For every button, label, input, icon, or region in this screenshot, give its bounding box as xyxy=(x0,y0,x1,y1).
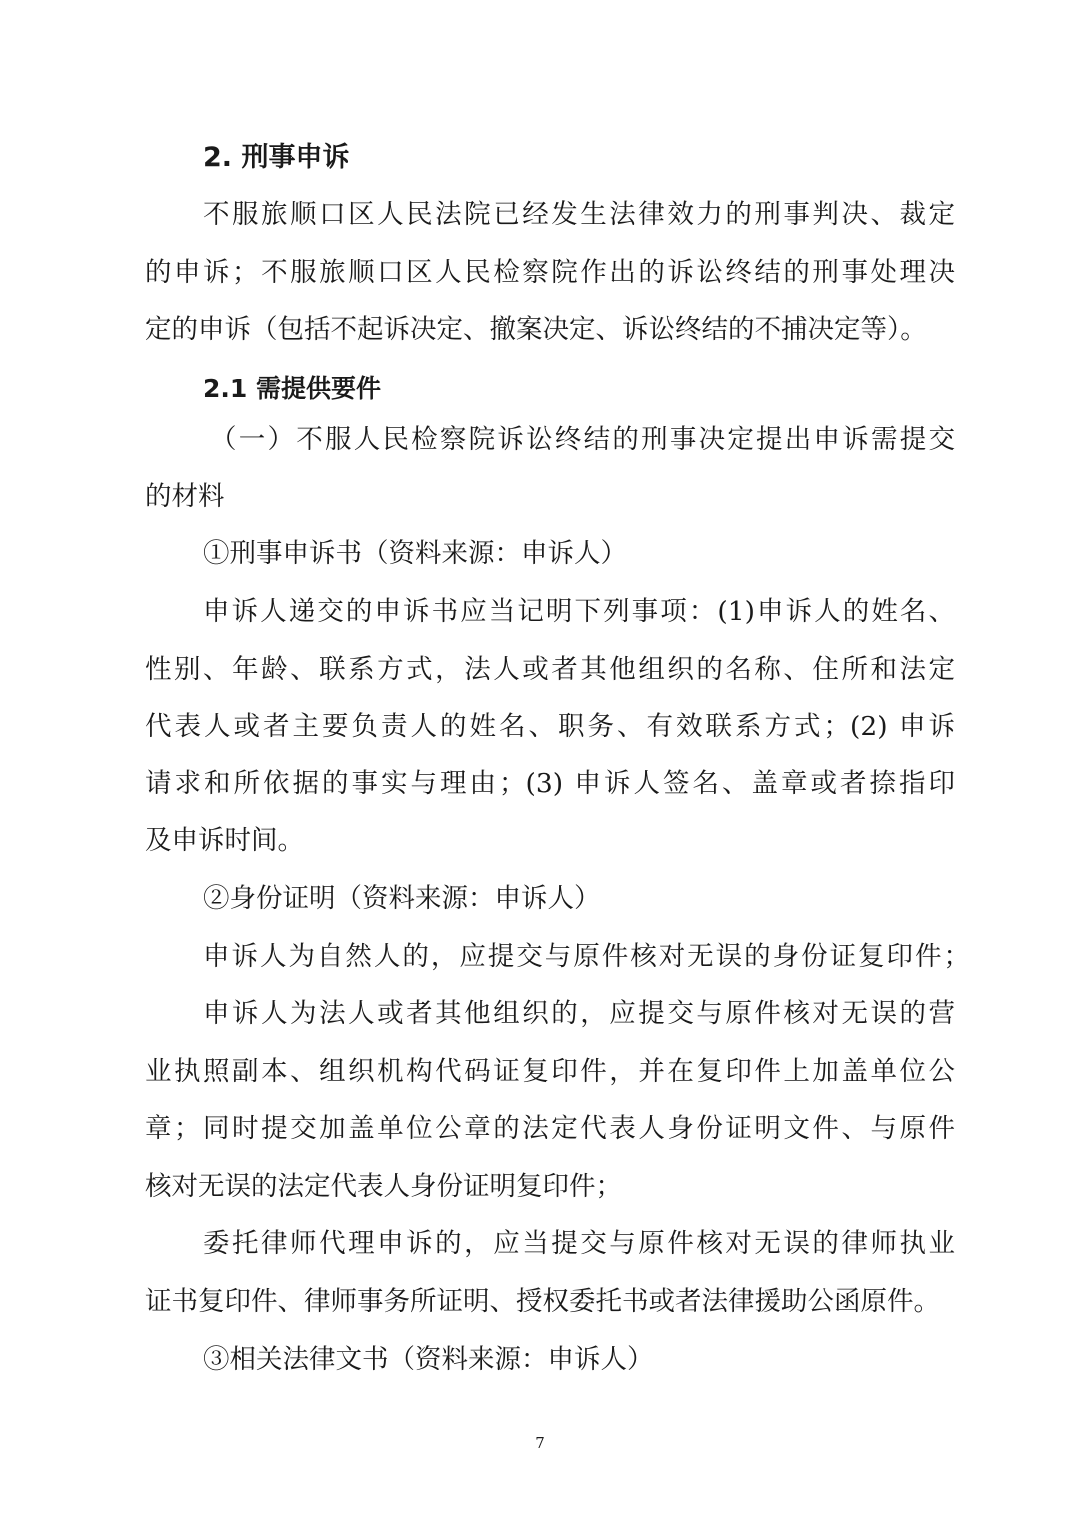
paragraph-line: 申诉人为自然人的，应提交与原件核对无误的身份证复印件； xyxy=(203,941,970,972)
paragraph-line: （一）不服人民检察院诉讼终结的刑事决定提出申诉需提交 xyxy=(210,424,955,455)
paragraph-line: 请求和所依据的事实与理由；(3) 申诉人签名、盖章或者捺指印 xyxy=(145,768,955,799)
paragraph-line: 申诉人递交的申诉书应当记明下列事项：(1)申诉人的姓名、 xyxy=(203,596,955,627)
paragraph-line: 核对无误的法定代表人身份证明复印件； xyxy=(145,1171,622,1202)
subsection-heading-required-documents: 2.1 需提供要件 xyxy=(203,374,381,403)
paragraph-line: 证书复印件、律师事务所证明、授权委托书或者法律援助公函原件。 xyxy=(145,1286,940,1317)
item-heading-legal-documents: ③相关法律文书（资料来源：申诉人） xyxy=(203,1344,654,1375)
paragraph-line: 章；同时提交加盖单位公章的法定代表人身份证明文件、与原件 xyxy=(145,1113,955,1144)
paragraph-line: 及申诉时间。 xyxy=(145,825,304,856)
paragraph-line: 性别、年龄、联系方式，法人或者其他组织的名称、住所和法定 xyxy=(145,654,955,685)
item-heading-identity-proof: ②身份证明（资料来源：申诉人） xyxy=(203,883,601,914)
paragraph-line: 的材料 xyxy=(145,481,225,512)
paragraph-line: 代表人或者主要负责人的姓名、职务、有效联系方式；(2) 申诉 xyxy=(145,711,955,742)
paragraph-line: 不服旅顺口区人民法院已经发生法律效力的刑事判决、裁定 xyxy=(203,199,955,230)
paragraph-line: 申诉人为法人或者其他组织的，应提交与原件核对无误的营 xyxy=(203,998,955,1029)
paragraph-line: 的申诉；不服旅顺口区人民检察院作出的诉讼终结的刑事处理决 xyxy=(145,257,955,288)
paragraph-line: 业执照副本、组织机构代码证复印件，并在复印件上加盖单位公 xyxy=(145,1056,955,1087)
page-number: 7 xyxy=(535,1434,545,1452)
paragraph-line: 定的申诉（包括不起诉决定、撤案决定、诉讼终结的不捕决定等）。 xyxy=(145,314,927,345)
item-heading-appeal-letter: ①刑事申诉书（资料来源：申诉人） xyxy=(203,538,627,569)
paragraph-line: 委托律师代理申诉的，应当提交与原件核对无误的律师执业 xyxy=(203,1228,955,1259)
section-heading-criminal-appeal: 2. 刑事申诉 xyxy=(203,142,350,173)
